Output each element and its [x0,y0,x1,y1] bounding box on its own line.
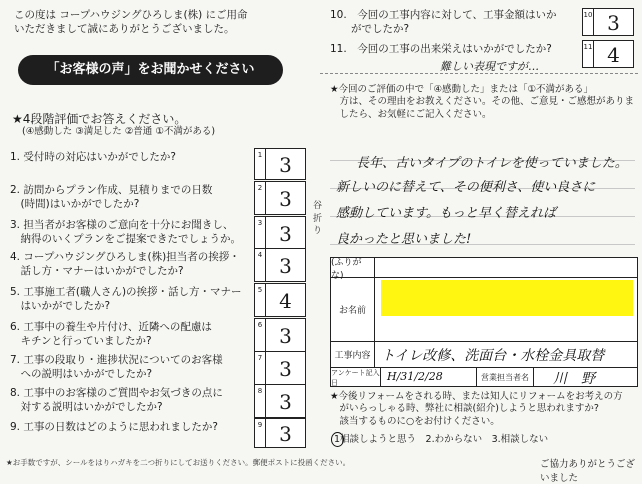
answer-box-number: 3 [255,217,266,249]
answer-value: 3 [279,254,292,278]
answer-box-number: 7 [255,352,266,384]
answer-box-number: 1 [255,149,266,179]
question-1 [10,150,260,164]
work-row [331,342,637,368]
staff-label: 営業担当者名 [476,368,534,387]
date-label: アンケート記入日 [331,368,380,387]
furigana-label: (ふりがな) [331,258,375,277]
answer-box-5[interactable] [254,283,306,317]
answer-box-number: 9 [255,419,266,447]
question-3 [10,218,260,246]
question-10 [330,8,557,36]
question-1-line-1: 1. 受付時の対応はいかがでしたか? [10,151,176,163]
answer-value: 4 [607,43,620,67]
question-8-line-2: 対する説明はいかがでしたか? [10,401,163,414]
referral-choices[interactable]: 1相談しようと思う 2.わからない 3.相談しない [334,434,549,445]
question-7-line-2: への説明はいかがでしたか? [10,368,153,381]
thanks-text: ご協力ありがとうございました [540,459,636,484]
answer-value: 3 [279,390,292,414]
question-8 [10,386,260,414]
answer-box-6[interactable] [254,318,306,352]
comment-handwriting-line-1: 長年、古いタイプのトイレを使っていました。 [356,156,628,171]
comment-prompt-line-1: ★今回のご評価の中で「④感動した」または「①不満がある」 [330,84,594,95]
question-7-line-1: 7. 工事の段取り・進捗状況についてのお客様 [10,354,223,366]
referral-question [330,391,623,428]
answer-box-2[interactable] [254,181,306,215]
answer-value: 3 [279,153,292,177]
question-2 [10,183,260,211]
question-5-line-2: はいかがでしたか? [10,300,111,313]
comment-prompt [330,84,634,121]
date-staff-row [331,368,637,387]
name-label: お名前 [331,278,375,341]
comment-prompt-line-3: したら、お気軽にご記入ください。 [330,108,492,120]
answer-box-number: 6 [255,319,266,351]
comment-prompt-line-2: 方は、その理由をお教えください。その他、ご意見・ご感想がありま [330,96,635,108]
question-3-line-1: 3. 担当者がお客様のご意向を十分にお聞きし、 [10,219,234,231]
evaluation-title: ★4段階評価でお答えください。 [12,112,187,126]
intro-line-2: いただきまして誠にありがとうございました。 [14,23,235,36]
answer-box-number: 10 [583,9,594,35]
answer-box-7[interactable] [254,351,306,385]
name-row [331,278,637,342]
answer-value: 3 [279,324,292,348]
intro-line-1: この度は コープハウジングひろしま(株) にご用命 [14,9,248,21]
handwritten-note-q11: 難しい表現ですが… [440,60,539,73]
mailing-instruction: ★お手数ですが、シールをはりハガキを二つ折りにしてお送りください。郵便ポストに投函ください。 [6,458,351,467]
answer-value: 4 [279,289,292,313]
evaluation-scale: (④感動した ③満足した ②普通 ①不満がある) [22,126,216,137]
work-value: トイレ改修、洗面台・水栓金具取替 [381,348,605,364]
question-10-line-1: 10. 今回の工事内容に対して、工事金額はいか [330,9,557,21]
question-6 [10,320,260,348]
section-divider [320,73,638,74]
answer-box-number: 2 [255,182,266,214]
furigana-row [331,257,637,281]
question-8-line-1: 8. 工事中のお客様のご質問やお気づきの点に [10,387,223,399]
answer-box-1[interactable] [254,148,306,180]
comment-handwriting-line-3: 感動しています。もっと早く替えれば [336,206,556,221]
question-5-line-1: 5. 工事施工者(職人さん)の挨拶・話し方・マナー [10,286,242,298]
intro-text [14,8,304,36]
date-value: H/31/2/28 [387,370,443,383]
answer-box-10[interactable] [582,8,634,36]
question-6-line-2: キチンと行っていましたか? [10,335,152,348]
question-5 [10,285,260,313]
answer-box-9[interactable] [254,418,306,448]
answer-box-number: 11 [583,41,594,67]
voice-banner: 「お客様の声」をお聞かせください [18,55,283,85]
question-10-line-2: がでしたか? [330,23,410,36]
customer-info-table [330,257,638,387]
work-label: 工事内容 [331,342,375,367]
question-4-line-2: 話し方・マナーはいかがでしたか? [10,265,184,278]
fold-label: 谷折り [313,201,323,237]
answer-box-4[interactable] [254,248,306,282]
referral-line-3: 該当するものに○をお付けください。 [330,415,500,427]
question-9 [10,420,260,434]
question-11-line-1: 11. 今回の工事の出来栄えはいかがでしたか? [330,43,552,55]
referral-line-2: がいらっしゃる時、弊社に相談(紹介)しようと思われますか? [330,403,599,415]
name-redaction-highlight [381,280,633,316]
question-9-line-1: 9. 工事の日数はどのように思われましたか? [10,421,218,433]
question-6-line-1: 6. 工事中の養生や片付け、近隣への配慮は [10,321,212,333]
question-2-line-2: (時間)はいかがでしたか? [10,198,140,211]
staff-value: 川野 [553,371,609,387]
question-4 [10,250,260,278]
answer-value: 3 [279,422,292,446]
comment-area[interactable] [330,138,635,256]
answer-value: 3 [607,11,620,35]
answer-value: 3 [279,187,292,211]
answer-box-3[interactable] [254,216,306,250]
comment-handwriting-line-4: 良かったと思いました! [336,232,472,247]
question-3-line-2: 納得のいくプランをご提案できたでしょうか。 [10,233,241,246]
answer-box-11[interactable] [582,40,634,68]
answer-box-8[interactable] [254,384,306,418]
answer-box-number: 5 [255,284,266,316]
comment-handwriting-line-2: 新しいのに替えて、その便利さ、使い良さに [336,180,596,195]
answer-value: 3 [279,222,292,246]
answer-value: 3 [279,357,292,381]
referral-line-1: ★今後リフォームをされる時、または知人にリフォームをお考えの方 [330,391,623,402]
answer-box-number: 8 [255,385,266,417]
question-7 [10,353,260,381]
question-2-line-1: 2. 訪問からプラン作成、見積りまでの日数 [10,184,213,196]
answer-box-number: 4 [255,249,266,281]
question-11 [330,42,552,56]
question-4-line-1: 4. コープハウジングひろしま(株)担当者の挨拶・ [10,251,240,263]
